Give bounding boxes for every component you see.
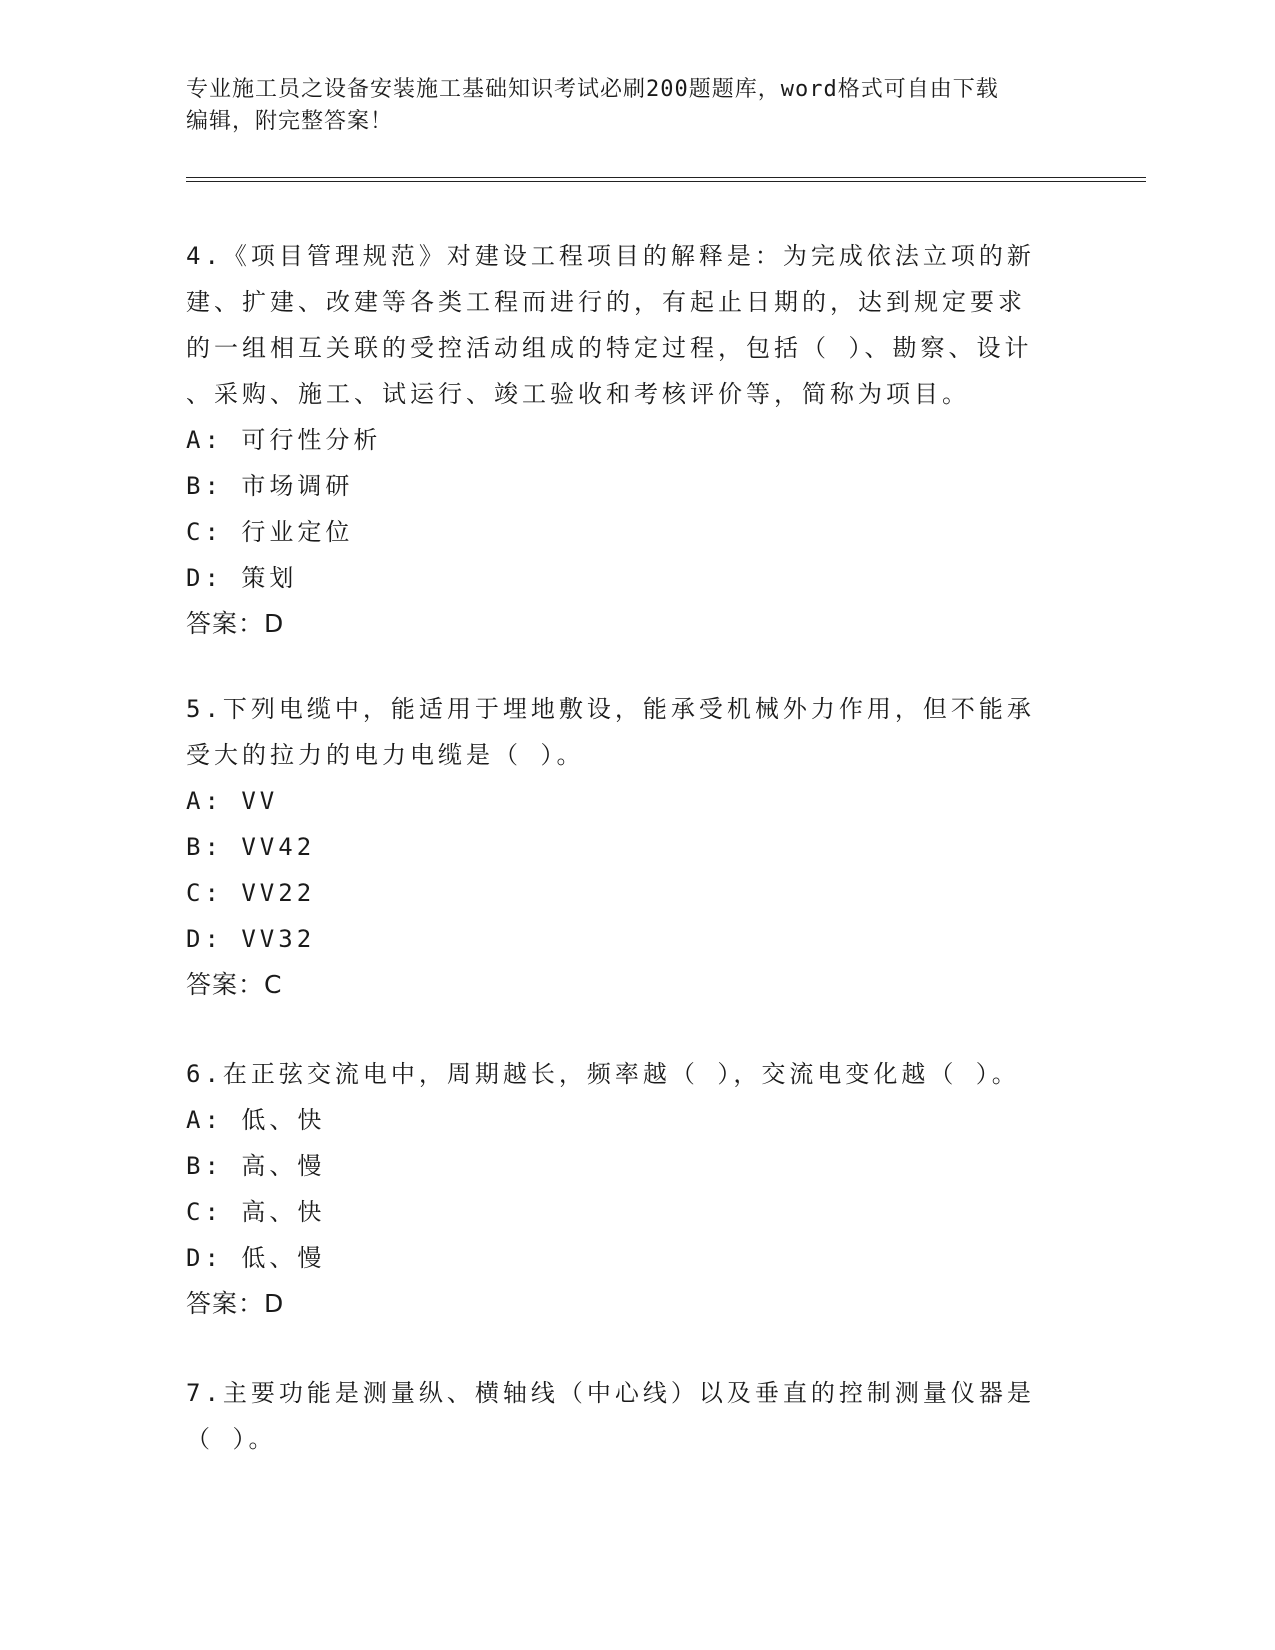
- question-4: [186, 233, 1086, 647]
- question-4-text-line: 4.《项目管理规范》对建设工程项目的解释是：为完成依法立项的新: [186, 242, 1035, 270]
- header-title-line-2: 编辑，附完整答案！: [186, 109, 394, 134]
- question-5-text-line: 受大的拉力的电力电缆是（ ）。: [186, 741, 585, 769]
- question-4-option-a: A: 可行性分析: [186, 426, 382, 454]
- question-4-text-line: 建、扩建、改建等各类工程而进行的，有起止日期的，达到规定要求: [186, 288, 1026, 316]
- question-6-answer: 答案：D: [186, 1289, 285, 1318]
- question-6-option-d: D: 低、慢: [186, 1244, 326, 1272]
- question-4-text-line: 的一组相互关联的受控活动组成的特定过程，包括（ ）、勘察、设计: [186, 334, 1033, 362]
- question-6-text-line: 6.在正弦交流电中，周期越长，频率越（ ），交流电变化越（ ）。: [186, 1060, 1020, 1088]
- question-4-option-d: D: 策划: [186, 564, 298, 592]
- question-7-text-line: （ ）。: [186, 1425, 277, 1453]
- question-6: [186, 1051, 1086, 1327]
- question-6-option-a: A: 低、快: [186, 1106, 326, 1134]
- header-divider-bottom: [186, 181, 1146, 182]
- question-5-option-a: A: VV: [186, 787, 279, 815]
- question-5-text-line: 5.下列电缆中，能适用于埋地敷设，能承受机械外力作用，但不能承: [186, 695, 1035, 723]
- question-5-option-d: D: VV32: [186, 925, 316, 953]
- header-title-line-1: 专业施工员之设备安装施工基础知识考试必刷200题题库，word格式可自由下载: [186, 77, 999, 102]
- question-7-text-line: 7.主要功能是测量纵、横轴线（中心线）以及垂直的控制测量仪器是: [186, 1379, 1035, 1407]
- question-5-option-b: B: VV42: [186, 833, 316, 861]
- question-5: [186, 686, 1086, 1008]
- document-header: [186, 74, 1086, 138]
- question-6-option-c: C: 高、快: [186, 1198, 326, 1226]
- question-5-answer: 答案：C: [186, 970, 283, 999]
- header-divider-top: [186, 177, 1146, 178]
- question-4-text-line: 、采购、施工、试运行、竣工验收和考核评价等，简称为项目。: [186, 380, 970, 408]
- question-4-option-c: C: 行业定位: [186, 518, 354, 546]
- question-4-option-b: B: 市场调研: [186, 472, 354, 500]
- question-7: [186, 1370, 1086, 1462]
- question-5-option-c: C: VV22: [186, 879, 316, 907]
- question-6-option-b: B: 高、慢: [186, 1152, 326, 1180]
- question-4-answer: 答案：D: [186, 609, 285, 638]
